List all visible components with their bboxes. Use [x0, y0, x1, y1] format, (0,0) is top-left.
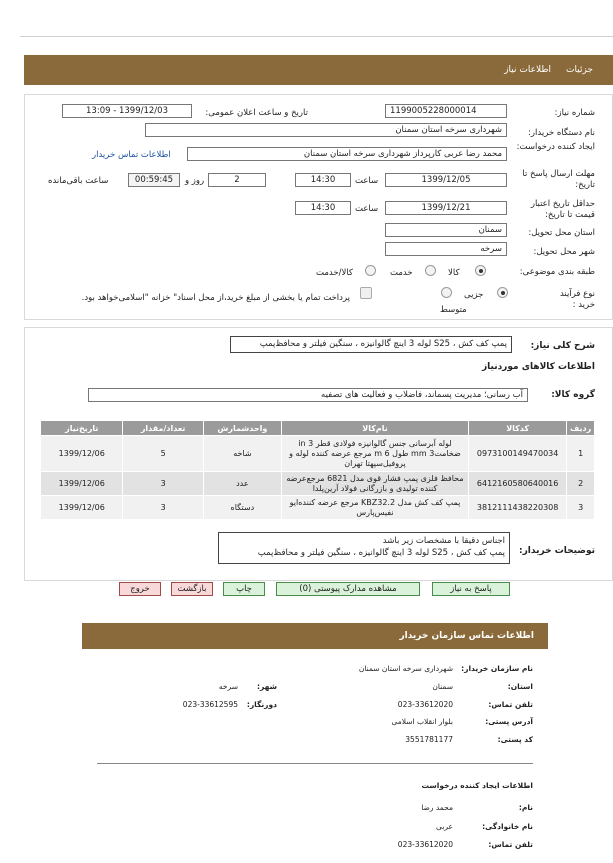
row-unit: دستگاه: [203, 496, 281, 520]
process-radio-partial[interactable]: [497, 287, 508, 298]
table-row: [41, 496, 595, 520]
row-index: 3: [567, 496, 595, 520]
table-row: [41, 472, 595, 496]
contact-phone-value: 023-33612020: [397, 700, 453, 709]
creator-phone-label: تلفن تماس:: [488, 840, 533, 849]
row-code: 0973100149470034: [469, 436, 567, 472]
goods-section-title: اطلاعات کالاهای موردنیاز: [481, 362, 595, 372]
summary-field: پمپ کف کش ، S25 لوله 3 اینچ گالوانیزه ، سنگین فیلتر و محافظ‌پمپ: [230, 336, 512, 353]
notes-line-1: اجناس دقیقا با مشخصات زیر باشد: [382, 536, 505, 546]
deadline-date-field: 1399/12/05: [385, 173, 507, 187]
category-radio-goods[interactable]: [475, 265, 486, 276]
contact-postal-value: 3551781177: [405, 735, 453, 744]
remaining-time-field: 00:59:45: [128, 173, 180, 187]
creator-name-label: نام:: [518, 803, 533, 812]
contact-org-label: نام سازمان خریدار:: [461, 664, 533, 673]
deadline-label: مهلت ارسال پاسخ تا تاریخ:: [522, 169, 595, 190]
announce-label: تاریخ و ساعت اعلان عمومی:: [205, 108, 308, 118]
category-service-label: خدمت: [390, 268, 413, 278]
contact-address-value: بلوار انقلاب اسلامی: [391, 717, 453, 726]
days-label: روز و: [185, 176, 205, 186]
deadline-time-label: ساعت: [355, 176, 379, 186]
validity-date-field: 1399/12/21: [385, 201, 507, 215]
tab-details[interactable]: جزئیات: [566, 65, 593, 75]
attachments-button[interactable]: مشاهده مدارک پیوستی (0): [276, 582, 420, 596]
goods-group-field: آب رسانی؛ مدیریت پسماند، فاضلاب و فعالیت های تصفیه: [88, 388, 528, 402]
exit-button[interactable]: خروج: [119, 582, 161, 596]
remaining-label: ساعت باقی‌مانده: [48, 176, 109, 186]
need-number-field: 1199005228000014: [385, 104, 507, 118]
summary-label: شرح کلی نیاز:: [530, 341, 595, 351]
top-divider: [20, 36, 613, 37]
deadline-time-field: 14:30: [295, 173, 351, 187]
contact-header-bar: [82, 623, 548, 649]
need-number-label: شماره نیاز:: [554, 108, 595, 118]
payment-note: پرداخت تمام یا بخشی از مبلغ خرید،از محل اسناد" خزانه "اسلامی‌خواهد بود.: [81, 293, 350, 303]
notes-line-2: پمپ کف کش ، S25 لوله 3 اینچ گالوانیزه ، سنگین فیلتر و محافظ‌پمپ: [257, 548, 505, 558]
process-partial-label: جزیی: [464, 290, 484, 300]
province-field: سمنان: [385, 223, 507, 237]
city-label: شهر محل تحویل:: [533, 247, 595, 257]
col-date: تاریخ‌نیاز: [41, 421, 123, 436]
row-unit: شاخه: [203, 436, 281, 472]
category-radio-service[interactable]: [425, 265, 436, 276]
contact-address-label: آدرس پستی:: [485, 717, 533, 726]
row-code: 3812111438220308: [469, 496, 567, 520]
creator-field: محمد رضا عربی کارپرداز شهرداری سرخه استان سمنان: [187, 147, 507, 161]
contact-province-value: سمنان: [432, 682, 453, 691]
col-name: نام‌کالا: [281, 421, 468, 436]
col-qty: تعداد/مقدار: [123, 421, 203, 436]
row-date: 1399/12/06: [41, 496, 123, 520]
contact-city-value: سرخه: [218, 682, 238, 691]
category-both-label: کالا/خدمت: [316, 268, 353, 278]
contact-divider: [97, 763, 533, 764]
tab-need-info[interactable]: اطلاعات نیاز: [504, 65, 551, 75]
goods-table-header: [41, 421, 595, 436]
row-qty: 5: [123, 436, 203, 472]
province-label: استان محل تحویل:: [528, 228, 595, 238]
row-name: لوله آبرسانی جنس گالوانیزه فولادی قطر 3 in ضخامت3 mm طول 6 m مرجع عرضه کننده لوله و پروفیل‌سپهتا تهران: [281, 436, 468, 472]
buyer-org-field: شهرداری سرخه استان سمنان: [145, 123, 507, 137]
table-row: [41, 436, 595, 472]
contact-province-label: استان:: [507, 682, 533, 691]
row-qty: 3: [123, 472, 203, 496]
contact-postal-label: کد پستی:: [497, 735, 533, 744]
goods-table: [40, 420, 595, 520]
process-radio-medium[interactable]: [441, 287, 452, 298]
contact-phone-label: تلفن تماس:: [488, 700, 533, 709]
creator-name-value: محمد رضا: [421, 803, 453, 812]
need-header-bar: [24, 55, 613, 85]
col-unit: واحدشمارش: [203, 421, 281, 436]
category-radio-both[interactable]: [365, 265, 376, 276]
print-button[interactable]: چاپ: [223, 582, 265, 596]
buyer-contact-link[interactable]: اطلاعات تماس خریدار: [92, 150, 171, 160]
notes-label: توضیحات خریدار:: [519, 546, 595, 556]
days-field: 2: [208, 173, 266, 187]
contact-header-title: اطلاعات تماس سازمان خریدار: [399, 631, 534, 641]
reply-button[interactable]: پاسخ به نیاز: [432, 582, 510, 596]
row-index: 2: [567, 472, 595, 496]
city-field: سرخه: [385, 242, 507, 256]
creator-section-title: اطلاعات ایجاد کننده درخواست: [421, 781, 533, 790]
creator-family-label: نام خانوادگی:: [482, 822, 533, 831]
row-name: پمپ کف کش مدل KBZ32.2 مرجع عرضه کننده‌ایو نفیس‌پارس: [281, 496, 468, 520]
category-goods-label: کالا: [448, 268, 460, 278]
row-qty: 3: [123, 496, 203, 520]
buyer-org-label: نام دستگاه خریدار:: [528, 128, 595, 138]
creator-phone-value: 023-33612020: [397, 840, 453, 849]
contact-city-label: شهر:: [257, 682, 277, 691]
creator-label: ایجاد کننده درخواست:: [516, 142, 595, 152]
validity-time-label: ساعت: [355, 204, 379, 214]
validity-time-field: 14:30: [295, 201, 351, 215]
contact-org-value: شهرداری سرخه استان سمنان: [358, 664, 453, 673]
notes-box: [218, 532, 510, 564]
row-code: 6412160580640016: [469, 472, 567, 496]
col-code: کدکالا: [469, 421, 567, 436]
back-button[interactable]: بازگشت: [171, 582, 213, 596]
row-date: 1399/12/06: [41, 436, 123, 472]
row-index: 1: [567, 436, 595, 472]
process-label: نوع فرآیند خرید :: [559, 289, 595, 310]
creator-family-value: عربی: [436, 822, 453, 831]
row-date: 1399/12/06: [41, 472, 123, 496]
process-medium-label: متوسط: [440, 305, 467, 315]
row-unit: عدد: [203, 472, 281, 496]
contact-fax-value: 023-33612595: [182, 700, 238, 709]
goods-group-label: گروه کالا:: [551, 390, 595, 400]
announce-field: 13:09 - 1399/12/03: [62, 104, 192, 118]
category-label: طبقه بندی موضوعی:: [519, 267, 595, 277]
contact-fax-label: دورنگار:: [246, 700, 277, 709]
validity-label: حداقل تاریخ اعتبار قیمت تا تاریخ:: [530, 199, 595, 220]
row-name: محافظ فلزی پمپ فشار قوی مدل 6821 مرجع‌عرضه کننده تولیدی و بازرگانی فولاد آرین‌پلدا: [281, 472, 468, 496]
payment-checkbox[interactable]: [360, 287, 372, 299]
col-index: ردیف: [567, 421, 595, 436]
